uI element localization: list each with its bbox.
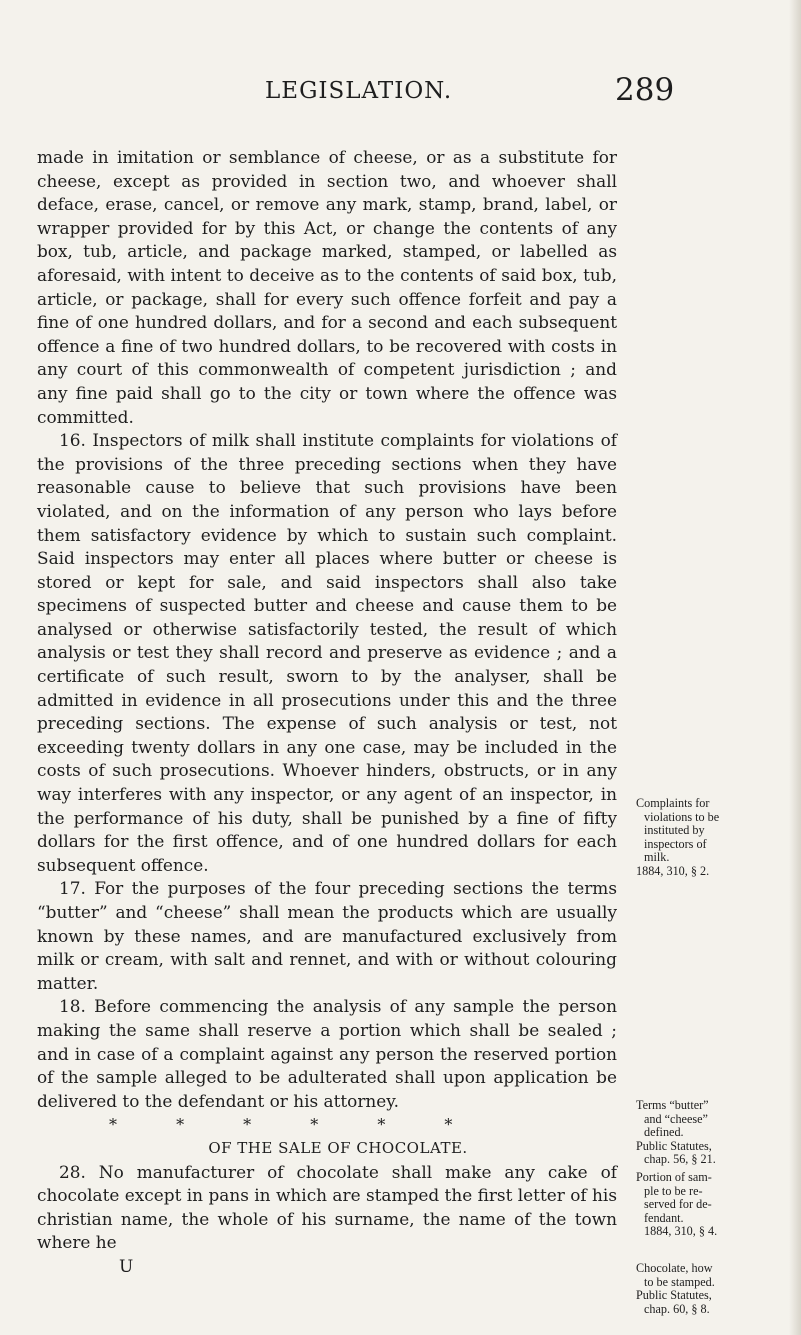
- sidenote-citation: 1884, 310, § 4.: [644, 1224, 718, 1238]
- sidenote-line: Portion of sam-: [636, 1170, 712, 1184]
- paragraph-section-18: 18. Before commencing the analysis of any sample the person making the same shall reserve a portion which shall be sealed ; and in case of a complaint against any person the reserved portion of the sample alleged to be adulterated shall upon application be delivered to the defendant or his attorney.: [37, 996, 617, 1111]
- running-title: LEGISLATION.: [265, 78, 453, 104]
- sidenote-line: fendant.: [644, 1210, 684, 1225]
- page-header: [0, 72, 801, 118]
- sidenote-line: inspectors of: [644, 836, 707, 851]
- omission-stars: * * * * * *: [109, 1115, 453, 1135]
- paragraph-section-17: 17. For the purposes of the four preceding sections the terms “butter” and “cheese” shall mean the products which are usually known by these names, and are manufactured exclusively from milk or cream, with salt and rennet, and with or without colouring matter.: [37, 878, 617, 993]
- sidenote-line: instituted by: [644, 823, 705, 837]
- paragraph-continuation: made in imitation or semblance of cheese, or as a substitute for cheese, except as provided in section two, and whoever shall deface, erase, cancel, or remove any mark, stamp, brand, label, or wrapper provided for by this Act, or change the contents of any box, tub, article, and package marked, stamped, or labelled as aforesaid, with intent to deceive as to the contents of said box, tub, article, or package, shall for every such offence forfeit and pay a fine of one hundred dollars, and for a second and each subsequent offence a fine of two hundred dollars, to be recovered with costs in any court of this commonwealth of competent jurisdiction ; and any fine paid shall go to the city or town where the offence was committed.: [37, 147, 617, 427]
- sidenote-line: defined.: [644, 1125, 684, 1139]
- sidenote-line: ple to be re-: [644, 1183, 703, 1198]
- signature-mark: U: [119, 1255, 134, 1276]
- sidenote-citation: chap. 56, § 21.: [644, 1152, 716, 1166]
- sidenote-section-16: [636, 797, 796, 878]
- sidenote-line: Chocolate, how: [636, 1261, 713, 1275]
- body-text: [37, 146, 617, 1279]
- sidenote-line: violations to be: [644, 809, 720, 824]
- sidenote-line: Complaints for: [636, 796, 710, 810]
- sidenote-line: and “cheese”: [644, 1111, 708, 1126]
- sidenote-section-18: [636, 1171, 796, 1239]
- sidenote-line: Terms “butter”: [636, 1098, 709, 1112]
- sidenote-line: to be stamped.: [644, 1274, 715, 1289]
- sidenote-citation: Public Statutes,: [636, 1288, 712, 1302]
- sidenote-line: served for de-: [644, 1197, 712, 1211]
- sidenote-line: milk.: [644, 850, 670, 864]
- sidenote-citation: 1884, 310, § 2.: [636, 863, 710, 878]
- section-heading: OF THE SALE OF CHOCOLATE.: [208, 1138, 468, 1157]
- sidenote-section-17: [636, 1099, 796, 1167]
- sidenote-citation: Public Statutes,: [636, 1138, 712, 1153]
- paragraph-section-16: 16. Inspectors of milk shall institute complaints for violations of the provisions of the three preceding sections when they have reasonable cause to believe that such provisions have been violated, and on the information of any person who lays before them satisfactory evidence by which to sustain such complaint. Said inspectors may enter all places where butter or cheese is stored or kept for sale, and said inspectors shall also take specimens of suspected butter and cheese and cause them to be analysed or otherwise satisfactorily tested, the result of which analysis or test they shall record and preserve as evidence ; and a certificate of such result, sworn to by the analyser, shall be admitted in evidence in all prosecutions under this and the three preceding sections. The expense of such analysis or test, not exceeding twenty dollars in any one case, may be included in the costs of such prosecutions. Whoever hinders, obstructs, or in any way interferes with any inspector, or any agent of an inspector, in the performance of his duty, shall be punished by a fine of fifty dollars for the first offence, and of one hundred dollars for each subsequent offence.: [37, 430, 617, 875]
- sidenote-citation: chap. 60, § 8.: [644, 1301, 710, 1316]
- page-number: 289: [615, 72, 675, 108]
- sidenote-section-28: [636, 1262, 796, 1316]
- paragraph-section-28: 28. No manufacturer of chocolate shall make any cake of chocolate except in pans in which are stamped the first letter of his christian name, the whole of his surname, the name of the town where he: [37, 1161, 617, 1253]
